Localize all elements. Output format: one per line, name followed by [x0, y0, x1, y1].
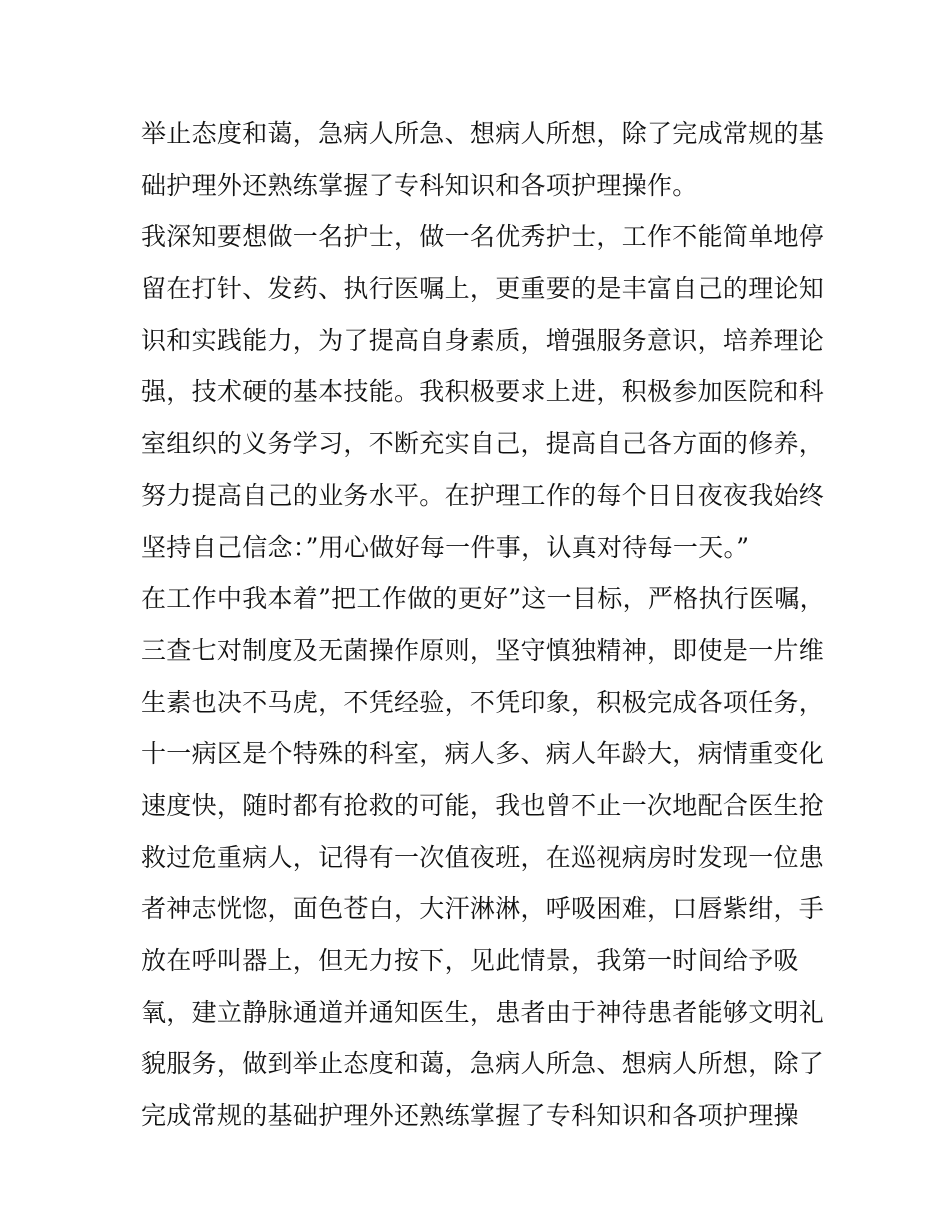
text-line: 十一病区是个特殊的科室，病人多、病人年龄大，病情重变化 [141, 739, 825, 769]
text-line: 举止态度和蔼，急病人所急、想病人所想，除了完成常规的基 [141, 119, 825, 148]
text-line: 坚持自己信念：”用心做好每一件事，认真对待每一天。” [141, 532, 750, 562]
text-line: 努力提高自己的业务水平。在护理工作的每个日日夜夜我始终 [141, 480, 825, 510]
text-line: 貌服务，做到举止态度和蔼，急病人所急、想病人所想，除了 [141, 1049, 825, 1079]
text-line: 留在打针、发药、执行医嘱上，更重要的是丰富自己的理论知 [141, 274, 825, 304]
text-line: 强，技术硬的基本技能。我积极要求上进，积极参加医院和科 [141, 377, 825, 407]
text-line: 救过危重病人，记得有一次值夜班，在巡视病房时发现一位患 [141, 842, 825, 872]
text-line: 三查七对制度及无菌操作原则，坚守慎独精神，即使是一片维 [141, 635, 825, 665]
text-line: 在工作中我本着”把工作做的更好”这一目标，严格执行医嘱， [141, 584, 825, 614]
text-line: 放在呼叫器上，但无力按下，见此情景，我第一时间给予吸 [141, 946, 799, 975]
text-line: 础护理外还熟练掌握了专科知识和各项护理操作。 [141, 170, 698, 200]
text-line: 识和实践能力，为了提高自身素质，增强服务意识，培养理论 [141, 325, 825, 355]
body-text [141, 108, 825, 1142]
text-line: 速度快，随时都有抢救的可能，我也曾不止一次地配合医生抢 [141, 790, 825, 820]
text-line: 完成常规的基础护理外还熟练掌握了专科知识和各项护理操 [141, 1101, 799, 1131]
text-line: 我深知要想做一名护士，做一名优秀护士，工作不能简单地停 [141, 222, 825, 252]
text-line: 氧，建立静脉通道并通知医生，患者由于神待患者能够文明礼 [141, 997, 825, 1027]
text-line: 者神志恍惚，面色苍白，大汗淋淋，呼吸困难，口唇紫绀，手 [141, 894, 825, 924]
text-line: 室组织的义务学习，不断充实自己，提高自己各方面的修养， [141, 429, 825, 459]
text-line: 生素也决不马虎，不凭经验，不凭印象，积极完成各项任务， [141, 687, 825, 717]
